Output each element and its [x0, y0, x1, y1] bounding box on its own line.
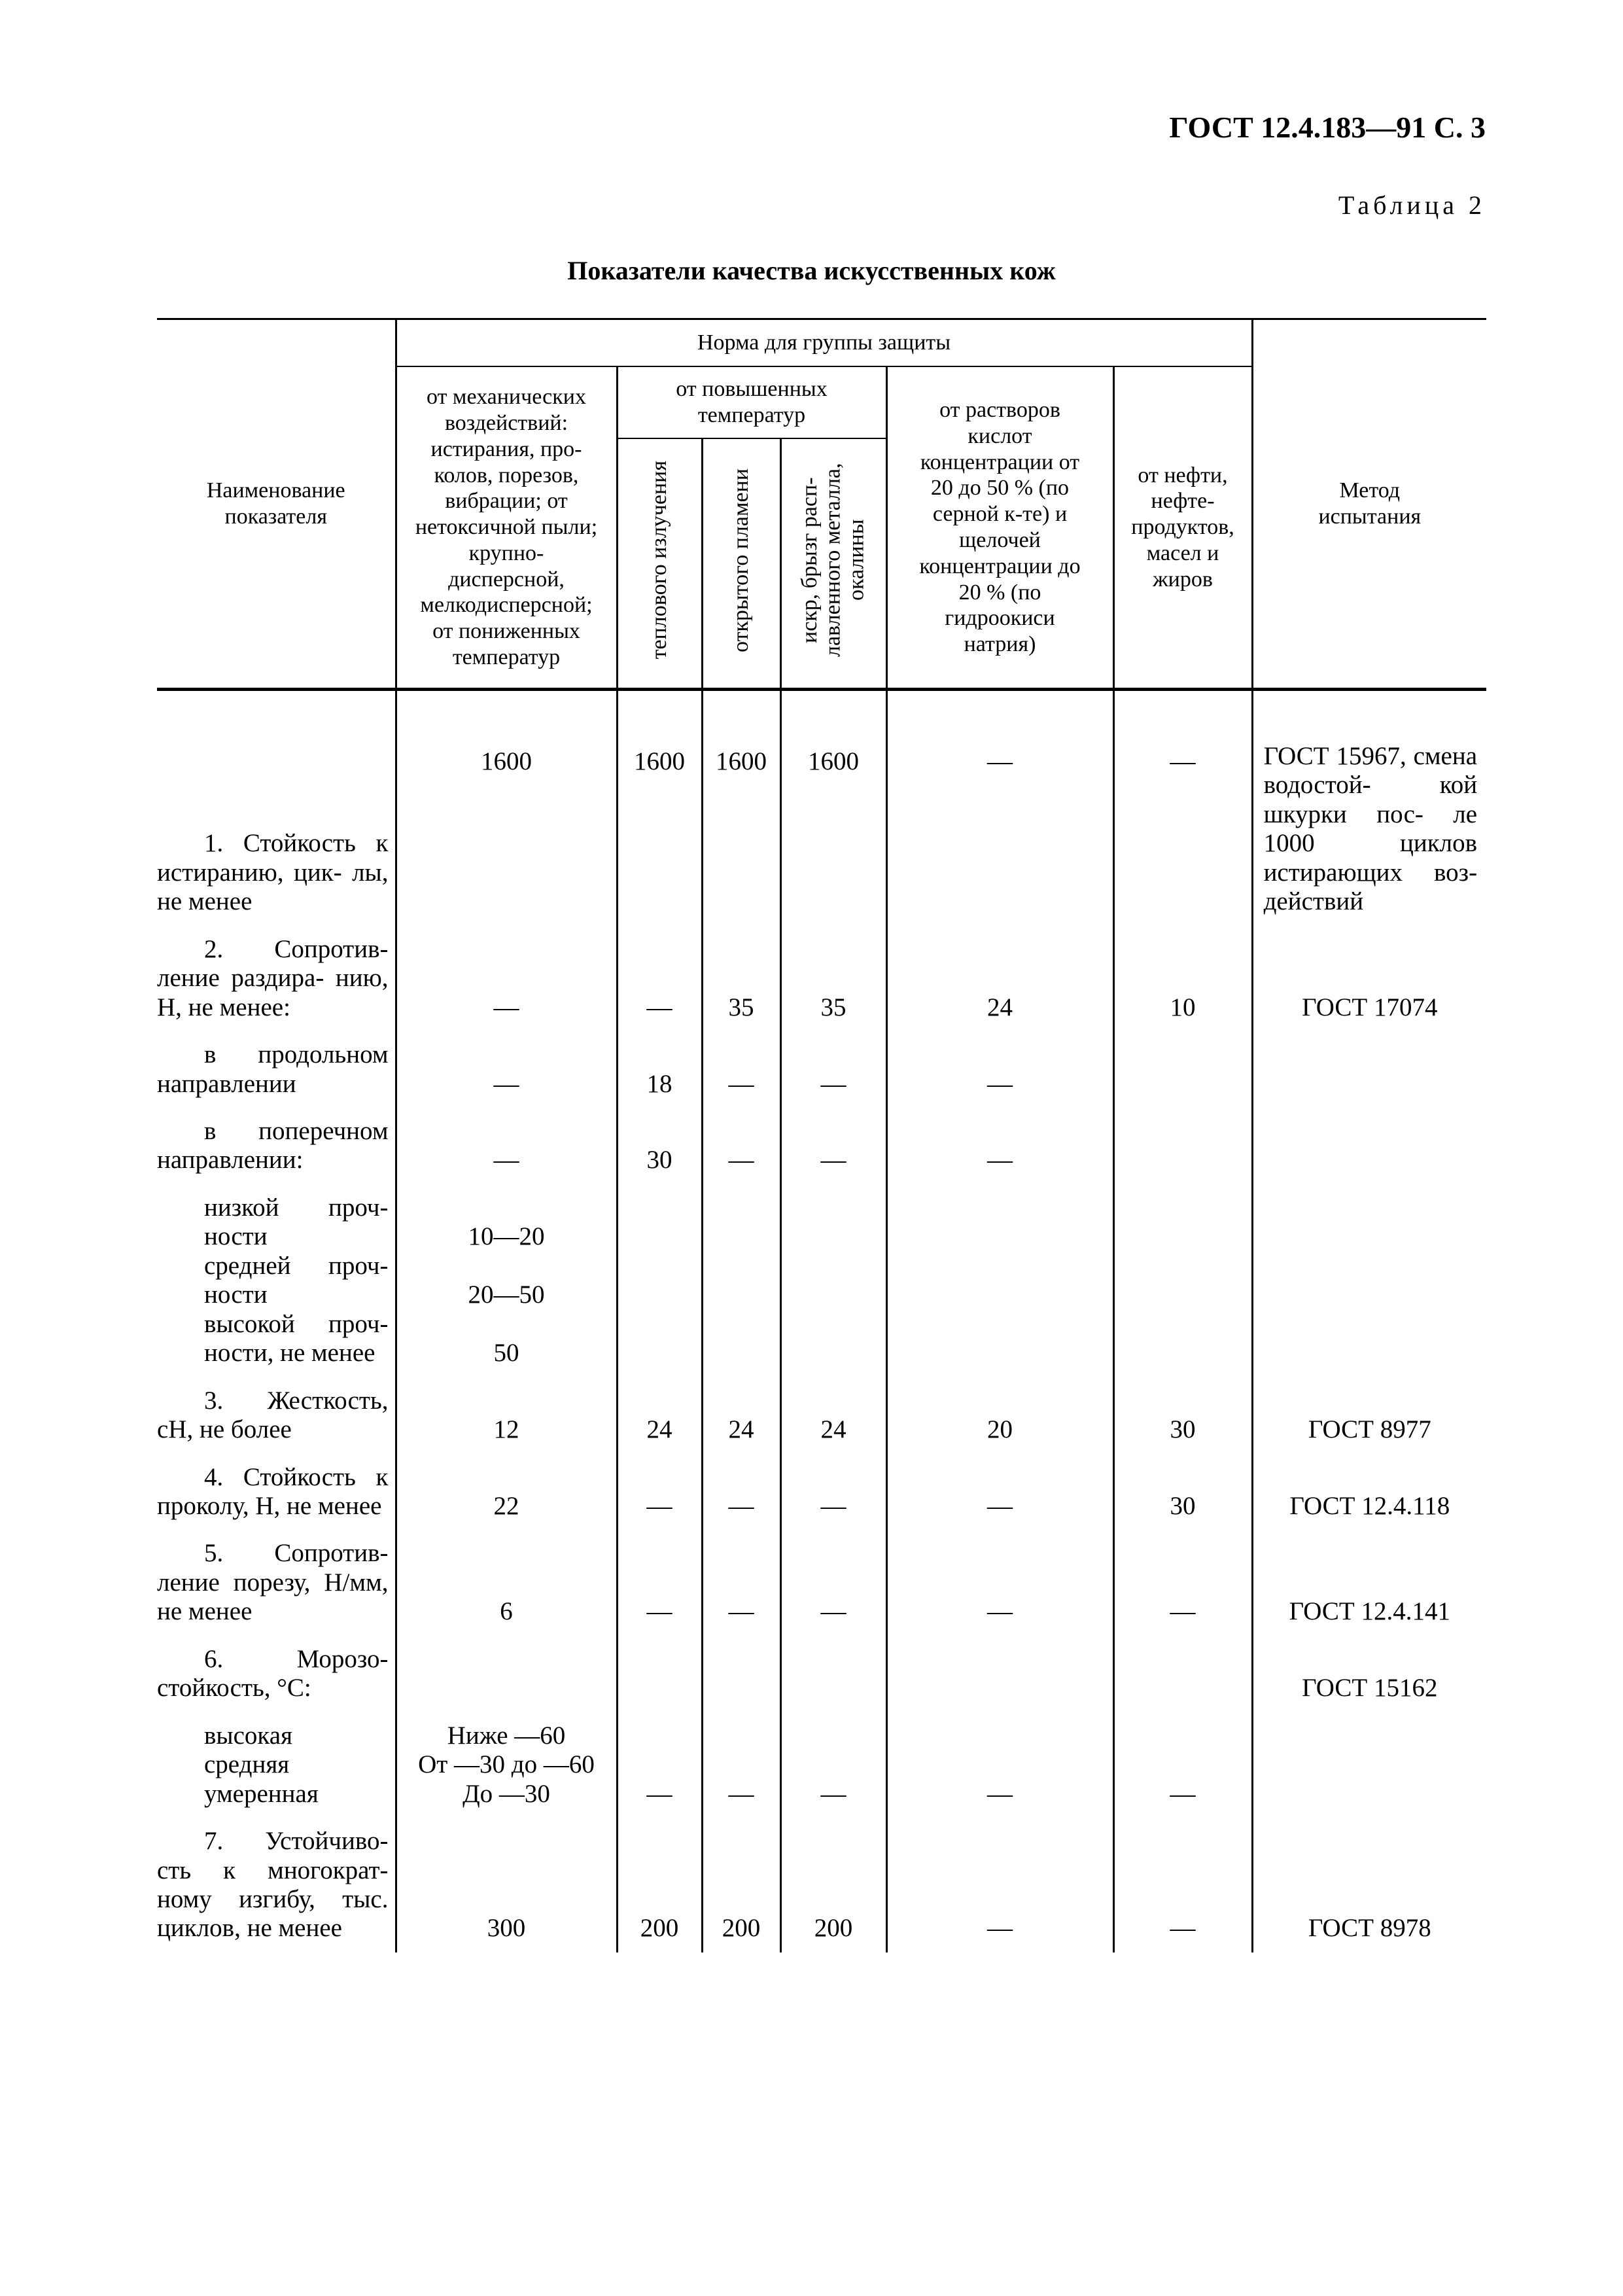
table-number: Таблица 2 [1338, 190, 1486, 220]
method-cell: ГОСТ 12.4.141 [1289, 1597, 1450, 1626]
table-row: 1. Стойкость к истиранию, цик- лы, не менее 1600 1600 1600 1600 — — ГОСТ 15967, смена водостой- кой шкурки пос- ле 1000 циклов истирающих воз- действий [157, 690, 1486, 926]
table-row: высокая средняя умеренная Ниже —60 От —30 до —60 До —30 — — — — — [157, 1712, 1486, 1818]
method-cell: ГОСТ 8977 [1308, 1415, 1431, 1444]
col-header-heat-flame: открытого пламени [702, 438, 780, 690]
col-header-heat-spark: искр, брызг расп- лавленного металла, окалины [780, 438, 886, 690]
table-row: 6. Морозо- стойкость, °С: ГОСТ 15162 [157, 1636, 1486, 1712]
col-header-norm: Норма для группы защиты [396, 319, 1252, 367]
table-row: низкой проч- ности 10—20 [157, 1184, 1486, 1252]
method-cell: ГОСТ 12.4.118 [1289, 1491, 1450, 1520]
quality-table [157, 318, 1486, 1952]
col-header-name: Наименование показателя [157, 319, 396, 690]
table-row: 4. Стойкость к проколу, Н, не менее 22 — — — — 30 ГОСТ 12.4.118 [157, 1454, 1486, 1530]
table-row: 5. Сопротив- ление порезу, Н/мм, не менее 6 — — — — — ГОСТ 12.4.141 [157, 1530, 1486, 1635]
table-row: 7. Устойчиво- сть к многократ- ному изгибу, тыс. циклов, не менее 300 200 200 200 — — ГОСТ 8978 [157, 1818, 1486, 1952]
method-cell: ГОСТ 17074 [1302, 993, 1438, 1021]
col-header-heat-radiation: теплового излучения [617, 438, 702, 690]
col-header-acid: от растворов кислот концентрации от 20 до 50 % (по серной к-те) и щелочей концентрации до 20 % (по гидроокиси натрия) [886, 366, 1113, 690]
table-row: высокой проч- ности, не менее 50 [157, 1310, 1486, 1377]
method-cell: ГОСТ 15967, смена водостой- кой шкурки пос- ле 1000 циклов истирающих воз- действий [1263, 742, 1478, 916]
table-row: 3. Жесткость, сН, не более 12 24 24 24 20 30 ГОСТ 8977 [157, 1377, 1486, 1454]
table-row: 2. Сопротив- ление раздира- нию, Н, не менее: — — 35 35 24 10 ГОСТ 17074 [157, 926, 1486, 1031]
col-header-mech: от механических воздействий: истирания, про- колов, порезов, вибрации; от нетоксичной пыли; крупно- дисперсной, мелкодисперсной; от пониженных температур [396, 366, 617, 690]
table-row: в продольном направлении — 18 — — — [157, 1031, 1486, 1108]
method-cell: ГОСТ 15162 [1302, 1674, 1438, 1703]
table-row: в поперечном направлении: — 30 — — — [157, 1108, 1486, 1184]
col-header-heat: от повышенных температур [617, 366, 886, 438]
page-header: ГОСТ 12.4.183—91 С. 3 [1169, 111, 1486, 144]
table-row: средней проч- ности 20—50 [157, 1252, 1486, 1310]
table-title: Показатели качества искусственных кож [567, 256, 1056, 285]
col-header-method: Метод испытания [1252, 319, 1486, 690]
col-header-oil: от нефти, нефте- продуктов, масел и жиров [1113, 366, 1252, 690]
method-cell: ГОСТ 8978 [1308, 1914, 1431, 1943]
